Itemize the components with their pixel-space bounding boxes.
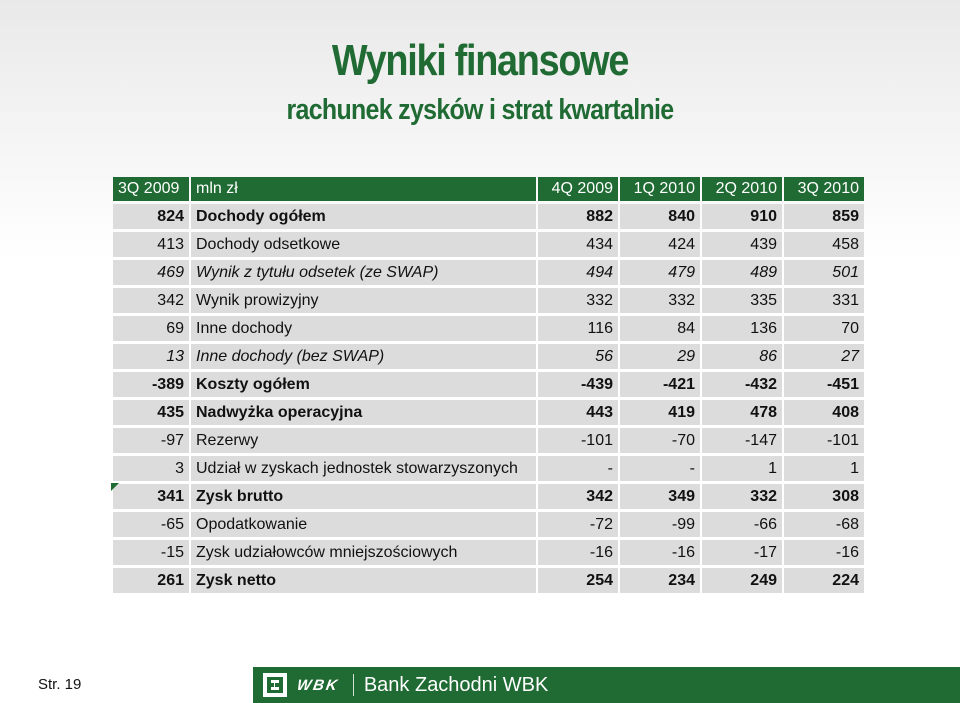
row-label: Udział w zyskach jednostek stowarzyszonych [191,456,536,481]
cell-3q2010: 70 [784,316,864,341]
cell-3q2009: 341 [113,484,189,509]
table-row [113,568,864,593]
bank-logo-icon [263,673,287,697]
cell-3q2010: -68 [784,512,864,537]
cell-1q2010: - [620,456,700,481]
cell-1q2010: -70 [620,428,700,453]
cell-1q2010: 29 [620,344,700,369]
cell-4q2009: 494 [538,260,618,285]
cell-3q2009: -389 [113,372,189,397]
cell-4q2009: 56 [538,344,618,369]
cell-3q2009: 13 [113,344,189,369]
cell-4q2009: -101 [538,428,618,453]
cell-3q2009: -15 [113,540,189,565]
cell-4q2009: 342 [538,484,618,509]
table-row [113,316,864,341]
header-3q2010: 3Q 2010 [784,177,864,201]
table-row [113,428,864,453]
cell-2q2010: 910 [702,204,782,229]
row-label: Dochody ogółem [191,204,536,229]
bank-name: Bank Zachodni WBK [363,673,549,696]
table-row [113,288,864,313]
cell-4q2009: 443 [538,400,618,425]
cell-1q2010: -16 [620,540,700,565]
cell-4q2009: - [538,456,618,481]
cell-3q2009: -65 [113,512,189,537]
table-row [113,204,864,229]
row-label: Inne dochody [191,316,536,341]
cell-1q2010: 349 [620,484,700,509]
logo-separator [353,674,354,696]
table-row [113,512,864,537]
income-statement-table [111,174,866,596]
cell-2q2010: 1 [702,456,782,481]
cell-2q2010: 136 [702,316,782,341]
row-label: Koszty ogółem [191,372,536,397]
cell-3q2010: 501 [784,260,864,285]
cell-4q2009: 332 [538,288,618,313]
header-4q2009: 4Q 2009 [538,177,618,201]
header-1q2010: 1Q 2010 [620,177,700,201]
cell-3q2009: 824 [113,204,189,229]
cell-3q2010: -451 [784,372,864,397]
cell-2q2010: 86 [702,344,782,369]
cell-4q2009: -72 [538,512,618,537]
page-number: Str. 19 [38,676,82,693]
cell-3q2009: 413 [113,232,189,257]
cell-4q2009: 254 [538,568,618,593]
table-row [113,540,864,565]
cell-3q2009: 261 [113,568,189,593]
table-row [113,344,864,369]
cell-1q2010: 234 [620,568,700,593]
cell-2q2010: -66 [702,512,782,537]
cell-3q2010: 1 [784,456,864,481]
cell-1q2010: 332 [620,288,700,313]
row-label: Wynik z tytułu odsetek (ze SWAP) [191,260,536,285]
cell-2q2010: 489 [702,260,782,285]
cell-3q2009: -97 [113,428,189,453]
cell-4q2009: 882 [538,204,618,229]
cell-4q2009: -16 [538,540,618,565]
cell-3q2010: 458 [784,232,864,257]
table-row [113,372,864,397]
cell-1q2010: 840 [620,204,700,229]
cell-3q2010: 331 [784,288,864,313]
cell-3q2009: 69 [113,316,189,341]
cell-3q2009: 3 [113,456,189,481]
cell-3q2010: 224 [784,568,864,593]
cell-2q2010: -432 [702,372,782,397]
corner-marker [111,483,119,491]
cell-1q2010: 479 [620,260,700,285]
row-label: Zysk udziałowców mniejszościowych [191,540,536,565]
cell-3q2009: 435 [113,400,189,425]
cell-3q2010: -101 [784,428,864,453]
row-label: Inne dochody (bez SWAP) [191,344,536,369]
header-3q2009: 3Q 2009 [113,177,189,201]
cell-1q2010: -421 [620,372,700,397]
cell-1q2010: 419 [620,400,700,425]
cell-1q2010: 424 [620,232,700,257]
cell-3q2010: 408 [784,400,864,425]
header-unit: mln zł [191,177,536,201]
cell-4q2009: 434 [538,232,618,257]
footer-brand-bar [253,667,960,703]
cell-3q2010: 308 [784,484,864,509]
row-label: Zysk netto [191,568,536,593]
cell-4q2009: -439 [538,372,618,397]
row-label: Rezerwy [191,428,536,453]
cell-3q2010: 27 [784,344,864,369]
row-label: Opodatkowanie [191,512,536,537]
cell-2q2010: 439 [702,232,782,257]
table-row [113,484,864,509]
row-label: Dochody odsetkowe [191,232,536,257]
page-title: Wyniki finansowe [331,36,629,85]
table-body [113,204,864,593]
row-label: Wynik prowizyjny [191,288,536,313]
cell-2q2010: -17 [702,540,782,565]
table-row [113,260,864,285]
cell-2q2010: 332 [702,484,782,509]
cell-3q2010: 859 [784,204,864,229]
row-label: Nadwyżka operacyjna [191,400,536,425]
logo-wordmark: WBK [295,676,341,694]
cell-2q2010: 478 [702,400,782,425]
cell-2q2010: 335 [702,288,782,313]
cell-3q2009: 342 [113,288,189,313]
table-row [113,232,864,257]
cell-3q2010: -16 [784,540,864,565]
cell-4q2009: 116 [538,316,618,341]
table-row [113,400,864,425]
table-header-row [113,177,864,201]
header-2q2010: 2Q 2010 [702,177,782,201]
row-label: Zysk brutto [191,484,536,509]
cell-1q2010: -99 [620,512,700,537]
page-subtitle: rachunek zysków i strat kwartalnie [286,94,674,126]
cell-1q2010: 84 [620,316,700,341]
cell-2q2010: -147 [702,428,782,453]
cell-3q2009: 469 [113,260,189,285]
table-row [113,456,864,481]
cell-2q2010: 249 [702,568,782,593]
